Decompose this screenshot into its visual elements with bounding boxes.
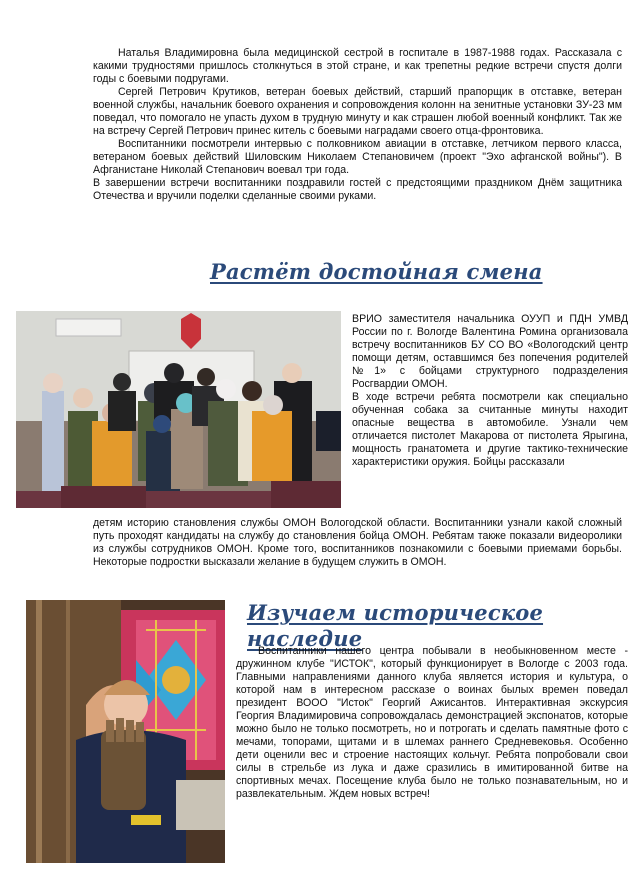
- museum-photo-image: [26, 600, 225, 863]
- section1-paragraph: ВРИО заместителя начальника ОУУП и ПДН УМВД России по г. Вологде Валентина Ромина организовала встречу воспитанников БУ СО ВО «Вологодский центр помощи детям, оставшимся без попечения родителей №1» с бойцами структурного подразделения Росгвардии ОМОН.: [352, 313, 628, 390]
- section1-paragraph: В ходе встречи ребята посмотрели как специально обученная собака за считанные минуты находит опасные вещества в автомобиле. Узнали чем отличается пистолет Макарова от пистолета Ярыгина, мощность гранатомета и другие тактико-технические характеристики оружия. Бойцы рассказали: [352, 391, 628, 468]
- section-heading-nasledie: Изучаем историческое наследие: [247, 600, 544, 651]
- section2-paragraph: Воспитанники нашего центра побывали в необыкновенном месте - дружинном клубе "ИСТОК", который функционирует в Вологде с 2003 года. Главными направлениями данного клуба является история и культура, о которой нам в интересном рассказе о воинах былых времен поведал президент ВООО "Исток" Георгий Ажисантов. Интерактивная экскурсия Георгия Владимировича сопровождалась демонстрацией экспонатов, которые можно было не только посмотреть, но и потрогать и сделать памятные фото с мечами, топорами, щитами и в шлемах раннего Средневековья. Особенно дети оценили вес и строение настоящих кольчуг. Ребята попробовали свои силы в стрельбе из лука и даже сразились в имитированной битве на спортивных мечах. Посещение клуба было не только познавательным, но и развлекательным. Ждем новых встреч!: [236, 645, 628, 800]
- museum-photo: [26, 600, 225, 863]
- intro-text: [93, 47, 622, 203]
- intro-paragraph: Воспитанники посмотрели интервью с полковником авиации в отставке, летчиком первого класса, ветераном боевых действий Шиловским Николаем Степановичем (проект "Эхо афганской войны"). В Афганистане Николай Степанович воевал три года.: [93, 138, 622, 176]
- section2-text: [236, 645, 628, 801]
- intro-paragraph: Сергей Петрович Крутиков, ветеран боевых действий, старший прапорщик в отставке, ветеран военной службы, начальник боевого охранения и сопровождения колонн на зенитные установки ЗУ-23 мм поведал, что помогало не упасть духом в трудную минуту и как страшен любой военный конфликт. Так же на встречу Сергей Петрович принес китель с боевыми наградами своего отца-фронтовика.: [93, 86, 622, 137]
- group-photo-image: [16, 311, 341, 508]
- group-photo: [16, 311, 341, 508]
- section1-side-text: [352, 313, 628, 469]
- intro-paragraph: Наталья Владимировна была медицинской сестрой в госпитале в 1987-1988 годах. Рассказала с какими трудностями пришлось столкнуться в этой стране, и как трепетны редкие встречи спустя долги годы с боевыми подругами.: [93, 47, 622, 85]
- intro-paragraph: В завершении встречи воспитанники поздравили гостей с предстоящими праздником Днём защитника Отечества и вручили поделки сделанные своими руками.: [93, 177, 622, 202]
- section1-bottom-text: детям историю становления службы ОМОН Вологодской области. Воспитанники узнали какой сложный путь проходят кандидаты на службу до становления бойца ОМОН. Ребятам также показали видеоролики из службы сотрудников ОМОН. Кроме того, воспитанников познакомили с боевыми приемами борьбы. Некоторые подростки высказали желание в будущем служить в ОМОН.: [93, 517, 622, 568]
- section-heading-smena: Растёт достойная смена: [210, 259, 543, 284]
